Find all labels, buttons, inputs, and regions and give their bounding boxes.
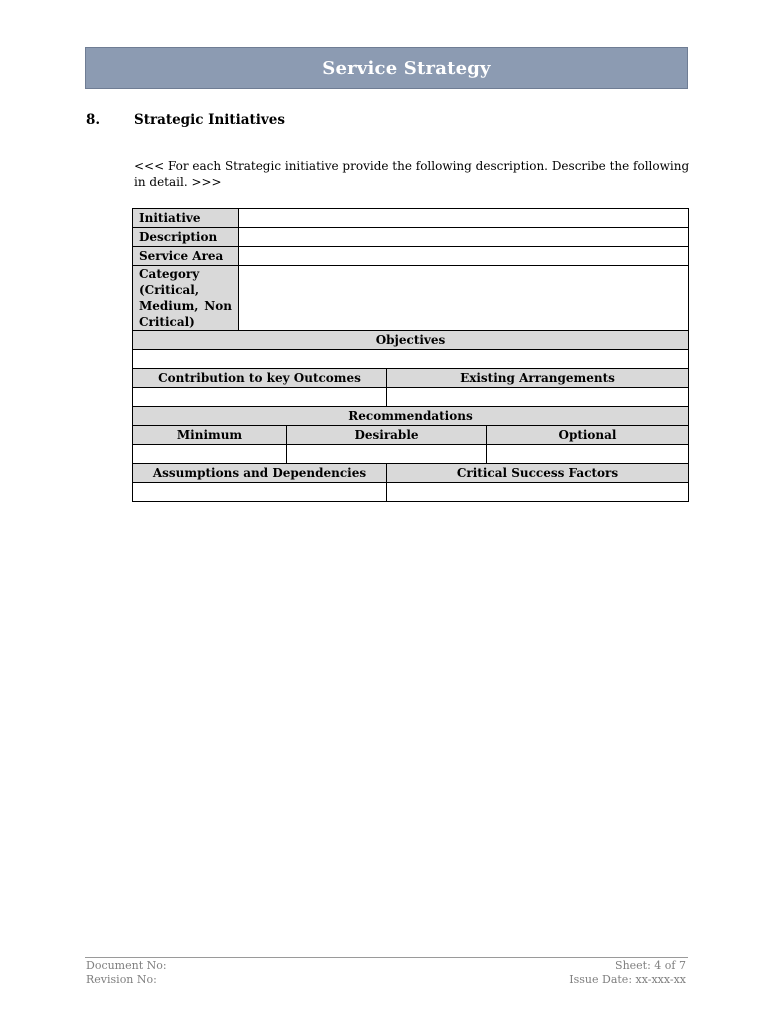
desirable-header: Desirable [287,426,487,445]
table-row [133,483,689,502]
description-label: Description [133,228,239,247]
initiative-value-cell[interactable] [239,209,689,228]
table-row [133,426,689,445]
table-row [133,350,689,369]
document-title: Service Strategy [322,57,491,79]
table-row [133,388,689,407]
table-row [133,228,689,247]
strategic-initiative-table [132,208,689,502]
minimum-header: Minimum [133,426,287,445]
assumptions-header: Assumptions and Dependencies [133,464,387,483]
section-title: Strategic Initiatives [134,112,285,128]
contribution-header: Contribution to key Outcomes [133,369,387,388]
category-label: Category (Critical, Medium, Non Critical) [133,266,239,331]
section-number: 8. [86,112,101,128]
minimum-value-cell[interactable] [133,445,287,464]
sheet-number: Sheet: 4 of 7 [615,959,686,972]
assumptions-value-cell[interactable] [133,483,387,502]
recommendations-header: Recommendations [133,407,689,426]
table-row [133,369,689,388]
table-row [133,209,689,228]
initiative-label: Initiative [133,209,239,228]
document-number-label: Document No: [86,959,167,972]
section-heading [86,112,686,134]
footer-divider [85,957,688,958]
optional-header: Optional [487,426,689,445]
service-area-label: Service Area [133,247,239,266]
table-row [133,464,689,483]
critical-success-factors-header: Critical Success Factors [387,464,689,483]
optional-value-cell[interactable] [487,445,689,464]
critical-success-factors-value-cell[interactable] [387,483,689,502]
table-row [133,247,689,266]
table-row [133,331,689,350]
existing-arrangements-value-cell[interactable] [387,388,689,407]
table-row [133,407,689,426]
service-area-value-cell[interactable] [239,247,689,266]
instruction-text: <<< For each Strategic initiative provide the following description. Describe the following in detail. >>> [134,159,690,189]
table-row [133,266,689,331]
desirable-value-cell[interactable] [287,445,487,464]
document-title-banner [85,47,688,89]
description-value-cell[interactable] [239,228,689,247]
issue-date: Issue Date: xx-xxx-xx [569,973,686,986]
revision-number-label: Revision No: [86,973,157,986]
objectives-header: Objectives [133,331,689,350]
table-row [133,445,689,464]
existing-arrangements-header: Existing Arrangements [387,369,689,388]
contribution-value-cell[interactable] [133,388,387,407]
category-value-cell[interactable] [239,266,689,331]
objectives-value-cell[interactable] [133,350,689,369]
